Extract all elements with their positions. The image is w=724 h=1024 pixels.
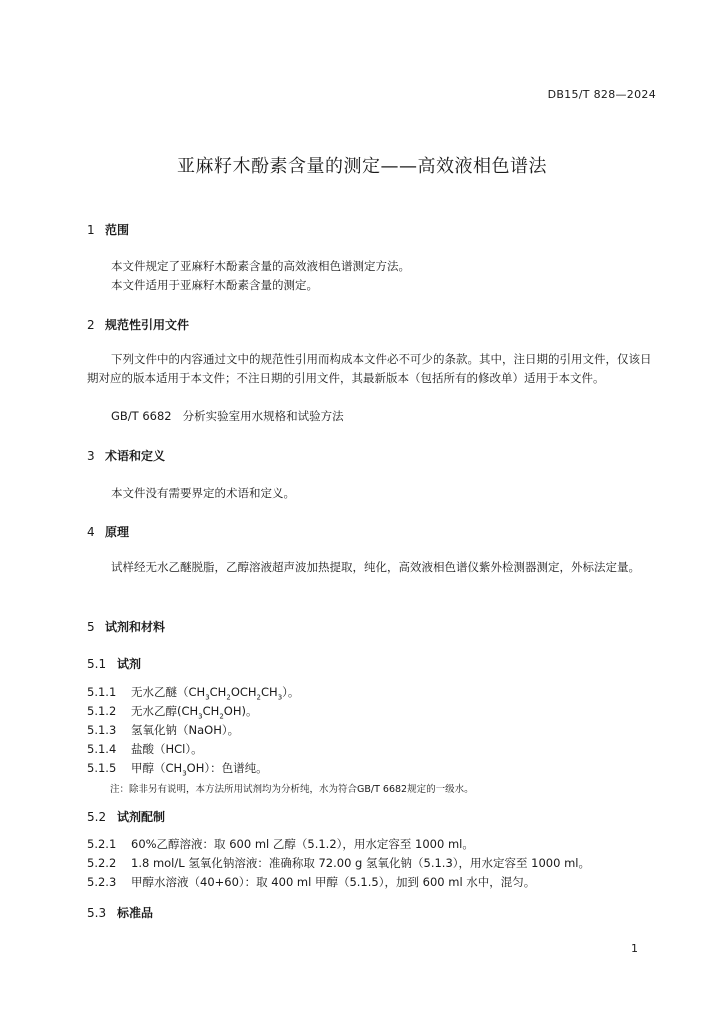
section-title: 范围 xyxy=(105,223,130,237)
section-1-paragraph-1: 本文件规定了亚麻籽木酚素含量的高效液相色谱测定方法。 xyxy=(111,259,410,273)
section-title: 原理 xyxy=(105,525,130,539)
item-text: 盐酸（HCl）。 xyxy=(131,742,203,756)
item-number: 5.1.5 xyxy=(87,761,117,775)
section-number: 1 xyxy=(87,223,95,237)
reagent-note: 注：除非另有说明，本方法所用试剂均为分析纯，水为符合GB/T 6682规定的一级水。 xyxy=(110,784,474,795)
section-3-heading xyxy=(87,447,165,464)
standard-code: DB15/T 828—2024 xyxy=(547,88,656,101)
document-title: 亚麻籽木酚素含量的测定——高效液相色谱法 xyxy=(177,156,547,177)
item-5-1-2 xyxy=(87,703,257,720)
formula-text: OH)。 xyxy=(223,704,258,718)
subscript: 3 xyxy=(277,693,283,702)
subsection-title: 试剂配制 xyxy=(117,810,166,824)
section-number: 3 xyxy=(87,449,95,463)
reference-title: 分析实验室用水规格和试验方法 xyxy=(182,409,344,423)
formula-text: OCH xyxy=(230,685,257,699)
formula-text: OH）：色谱纯。 xyxy=(186,761,268,775)
formula-text: 甲醇（CH xyxy=(131,761,183,775)
section-title: 试剂和材料 xyxy=(105,620,166,634)
item-text: 甲醇水溶液（40+60）：取 400 ml 甲醇（5.1.5），加到 600 ml 水中，混匀。 xyxy=(131,875,536,889)
subsection-title: 试剂 xyxy=(117,657,142,671)
item-text: 氢氧化钠（NaOH）。 xyxy=(131,723,240,737)
subsection-number: 5.1 xyxy=(87,657,107,671)
subscript: 2 xyxy=(256,693,262,702)
section-title: 术语和定义 xyxy=(105,449,166,463)
section-number: 5 xyxy=(87,620,95,634)
formula-text: CH xyxy=(202,704,220,718)
section-4-heading xyxy=(87,523,129,540)
item-number: 5.2.1 xyxy=(87,837,117,851)
item-number: 5.1.4 xyxy=(87,742,117,756)
subsection-title: 标准品 xyxy=(117,906,154,920)
item-5-1-4 xyxy=(87,741,203,757)
reference-code: GB/T 6682 xyxy=(111,409,172,423)
subscript: 3 xyxy=(182,769,187,778)
subscript: 2 xyxy=(226,693,231,702)
item-5-1-1 xyxy=(87,684,299,701)
item-number: 5.1.1 xyxy=(87,685,117,699)
formula-text: ）。 xyxy=(282,685,300,699)
item-number: 5.2.3 xyxy=(87,875,117,889)
item-5-2-2 xyxy=(87,855,590,871)
subscript: 3 xyxy=(198,712,203,721)
item-text: 60%乙醇溶液：取 600 ml 乙醇（5.1.2），用水定容至 1000 ml。 xyxy=(131,837,474,851)
section-number: 2 xyxy=(87,318,95,332)
item-5-1-3 xyxy=(87,722,239,738)
subsection-number: 5.3 xyxy=(87,906,107,920)
subsection-5-1-heading xyxy=(87,655,141,672)
section-title: 规范性引用文件 xyxy=(105,318,190,332)
section-number: 4 xyxy=(87,525,95,539)
item-text: 1.8 mol/L 氢氧化钠溶液：准确称取 72.00 g 氢氧化钠（5.1.3），用水定容至 1000 ml。 xyxy=(131,856,590,870)
item-number: 5.2.2 xyxy=(87,856,117,870)
section-5-heading xyxy=(87,618,165,635)
section-3-paragraph-1: 本文件没有需要界定的术语和定义。 xyxy=(111,486,295,500)
subsection-5-3-heading xyxy=(87,904,153,921)
item-number: 5.1.3 xyxy=(87,723,117,737)
item-number: 5.1.2 xyxy=(87,704,117,718)
subsection-number: 5.2 xyxy=(87,810,107,824)
section-1-paragraph-2: 本文件适用于亚麻籽木酚素含量的测定。 xyxy=(111,278,318,292)
item-5-2-3 xyxy=(87,874,535,890)
normative-reference xyxy=(111,408,344,424)
subscript: 2 xyxy=(219,712,224,721)
section-2-heading xyxy=(87,316,189,333)
section-4-paragraph-1: 试样经无水乙醚脱脂，乙醇溶液超声波加热提取，纯化，高效液相色谱仪紫外检测器测定，外标法定量。 xyxy=(111,560,640,574)
section-2-paragraph-1: 下列文件中的内容通过文中的规范性引用而构成本文件必不可少的条款。其中，注日期的引用文件，仅该日期对应的版本适用于本文件；不注日期的引用文件，其最新版本（包括所有的修改单）适用于本文件。 xyxy=(87,352,652,385)
formula-text: 无水乙醇(CH xyxy=(131,704,199,718)
formula-text: 无水乙醚（CH xyxy=(131,685,206,699)
subscript: 3 xyxy=(205,693,210,702)
formula-text: CH xyxy=(209,685,227,699)
item-5-2-1 xyxy=(87,836,474,852)
page-number: 1 xyxy=(631,942,638,955)
section-1-heading xyxy=(87,221,129,238)
formula-text: CH xyxy=(261,685,278,699)
item-5-1-5 xyxy=(87,760,268,777)
subsection-5-2-heading xyxy=(87,808,165,825)
